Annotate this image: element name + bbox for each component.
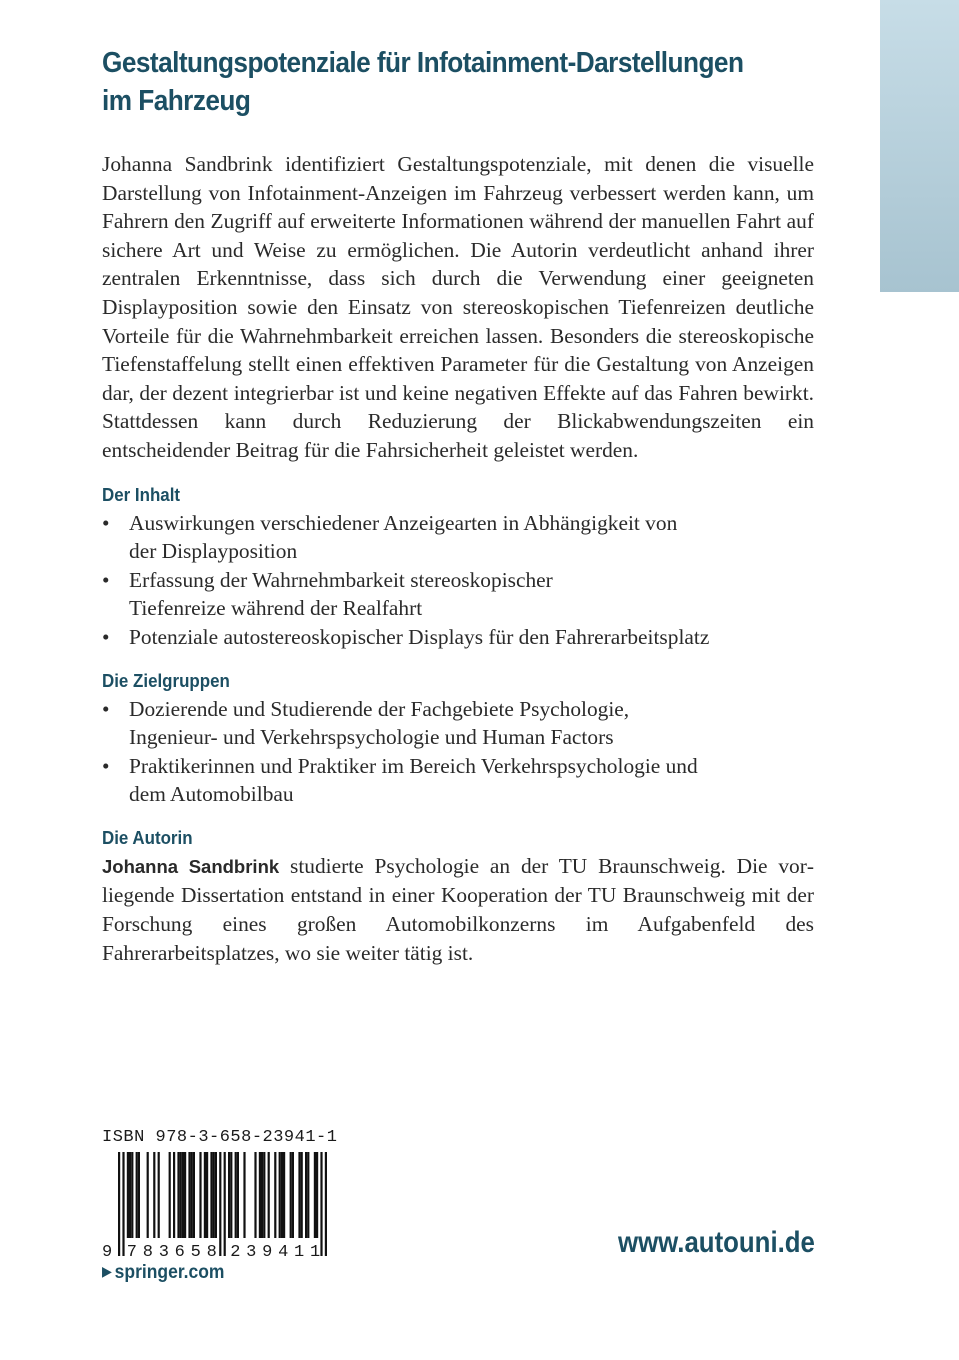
barcode-bar — [283, 1152, 285, 1238]
barcode-bar — [243, 1152, 245, 1238]
barcode-bar — [213, 1152, 215, 1238]
barcode-bar — [298, 1152, 300, 1238]
inhalt-heading: Der Inhalt — [102, 484, 181, 505]
barcode-bar — [254, 1152, 256, 1238]
barcode-bar — [127, 1152, 129, 1238]
list-item: • Praktikerinnen und Praktiker im Bereich Verkehrspsychologie und dem Automobilbau — [102, 752, 739, 809]
barcode-bar — [191, 1152, 193, 1238]
barcode-bar — [206, 1152, 208, 1238]
barcode-bar — [199, 1152, 201, 1238]
play-arrow-icon: ▶ — [102, 1263, 112, 1279]
barcode-bar — [188, 1152, 190, 1238]
inhalt-list — [102, 509, 814, 652]
title-line-2: im Fahrzeug — [102, 85, 251, 117]
barcode-bar — [169, 1152, 171, 1238]
barcode-bar — [301, 1152, 303, 1238]
barcode-bar — [290, 1152, 292, 1238]
book-title — [102, 44, 746, 120]
author-bio — [102, 852, 814, 967]
list-item: • Erfassung der Wahrnehmbarkeit stereoskopischer Tiefenreize während der Realfahrt — [102, 566, 639, 623]
title-line-1: Gestaltungspotenziale für Infotainment-Darstellungen — [102, 47, 744, 79]
barcode-bar — [129, 1152, 131, 1238]
abstract-paragraph: Johanna Sandbrink identifiziert Gestaltungspotenziale, mit denen die visuelle Darstellung von Infotainment-Anzeigen im Fahrzeug verbessert werden kann, um Fahrern den Zugriff auf erweiterte Informationen während der manuellen Fahrt auf sichere Art und Weise zu ermöglichen. Die Autorin verdeutlicht anhand ihrer zentralen Erkenntnisse, dass sich durch die Verwendung einer geeigneten Displayposition sowie den Einsatz von stereoskopischen Tiefenreizen deutliche Vorteile für die Wahrnehmbarkeit erreichen lassen. Besonders die stereoskopische Tiefenstaffelung stellt einen effektiven Parameter für die Gestaltung von Anzeigen dar, der dezent integrierbar ist und keine negativen Effekte auf das Fahren bewirkt. Stattdessen kann durch Reduzierung der Blickabwendungszeiten ein entscheidender Beitrag für die Fahrsicherheit geleistet werden. — [102, 152, 814, 462]
barcode-bar — [158, 1152, 160, 1238]
list-item: • Auswirkungen verschiedener Anzeigearten in Abhängigkeit von der Displayposition — [102, 509, 709, 566]
barcode-bar — [316, 1152, 318, 1238]
springer-link[interactable] — [102, 1262, 224, 1284]
barcode-bar — [325, 1152, 327, 1256]
barcode-bar — [136, 1152, 138, 1238]
side-color-tab — [880, 0, 959, 292]
barcode-bar — [237, 1152, 239, 1238]
barcode-bar — [230, 1152, 232, 1238]
website-url[interactable]: www.autouni.de — [618, 1226, 815, 1259]
barcode-bar — [173, 1152, 175, 1238]
barcode-bar — [261, 1152, 263, 1238]
barcode-bar — [314, 1152, 316, 1238]
barcode-bar — [138, 1152, 140, 1238]
barcode-bar — [307, 1152, 309, 1238]
barcode-bar — [215, 1152, 217, 1238]
barcode-digit-lead: 9 — [102, 1243, 113, 1260]
barcode-bar — [131, 1152, 133, 1238]
barcode-bar — [274, 1152, 276, 1238]
list-item: • Potenziale autostereoskopischer Displays für den Fahrerarbeitsplatz — [102, 623, 814, 652]
barcode-bar — [210, 1152, 212, 1238]
barcode-bar — [182, 1152, 184, 1238]
author-bio-text: studierte Psychologie an der TU Braunschweig. Die vorliegende Dissertation entstand in einer Kooperation der TU Braunschweig mit der Forschung eines großen Automobilkonzerns im Aufgabenfeld des Fahrerarbeitsplatzes, wo sie weiter tätig ist. — [102, 853, 814, 965]
zielgruppen-list — [102, 695, 814, 809]
zielgruppen-heading: Die Zielgruppen — [102, 670, 230, 691]
barcode — [100, 1152, 330, 1260]
barcode-digits-left: 783658 — [126, 1243, 217, 1260]
barcode-bar — [147, 1152, 149, 1238]
barcode-bar — [180, 1152, 182, 1238]
barcode-bar — [122, 1152, 124, 1256]
barcode-bar — [118, 1152, 120, 1256]
barcode-bar — [281, 1152, 283, 1238]
barcode-bar — [228, 1152, 230, 1238]
barcode-bar — [292, 1152, 294, 1238]
barcode-bars — [118, 1152, 327, 1256]
barcode-bar — [263, 1152, 265, 1238]
barcode-bar — [305, 1152, 307, 1238]
barcode-bar — [235, 1152, 237, 1238]
barcode-bar — [204, 1152, 206, 1238]
autorin-heading: Die Autorin — [102, 827, 193, 848]
barcode-bar — [184, 1152, 186, 1238]
author-name: Johanna Sandbrink — [102, 855, 280, 877]
barcode-bar — [153, 1152, 155, 1238]
barcode-bar — [268, 1152, 270, 1238]
barcode-bar — [177, 1152, 179, 1238]
springer-link-text: springer.com — [114, 1262, 225, 1283]
barcode-bar — [279, 1152, 281, 1238]
barcode-bar — [193, 1152, 195, 1238]
barcode-digits-right: 239411 — [230, 1243, 321, 1260]
list-item: • Dozierende und Studierende der Fachgebiete Psychologie, Ingenieur- und Verkehrspsychologie und Human Factors — [102, 695, 689, 752]
barcode-bar — [219, 1152, 221, 1256]
barcode-bar — [224, 1152, 226, 1256]
barcode-bar — [320, 1152, 322, 1256]
barcode-bar — [259, 1152, 261, 1238]
main-content — [102, 150, 814, 967]
isbn-number: ISBN 978-3-658-23941-1 — [102, 1128, 338, 1147]
